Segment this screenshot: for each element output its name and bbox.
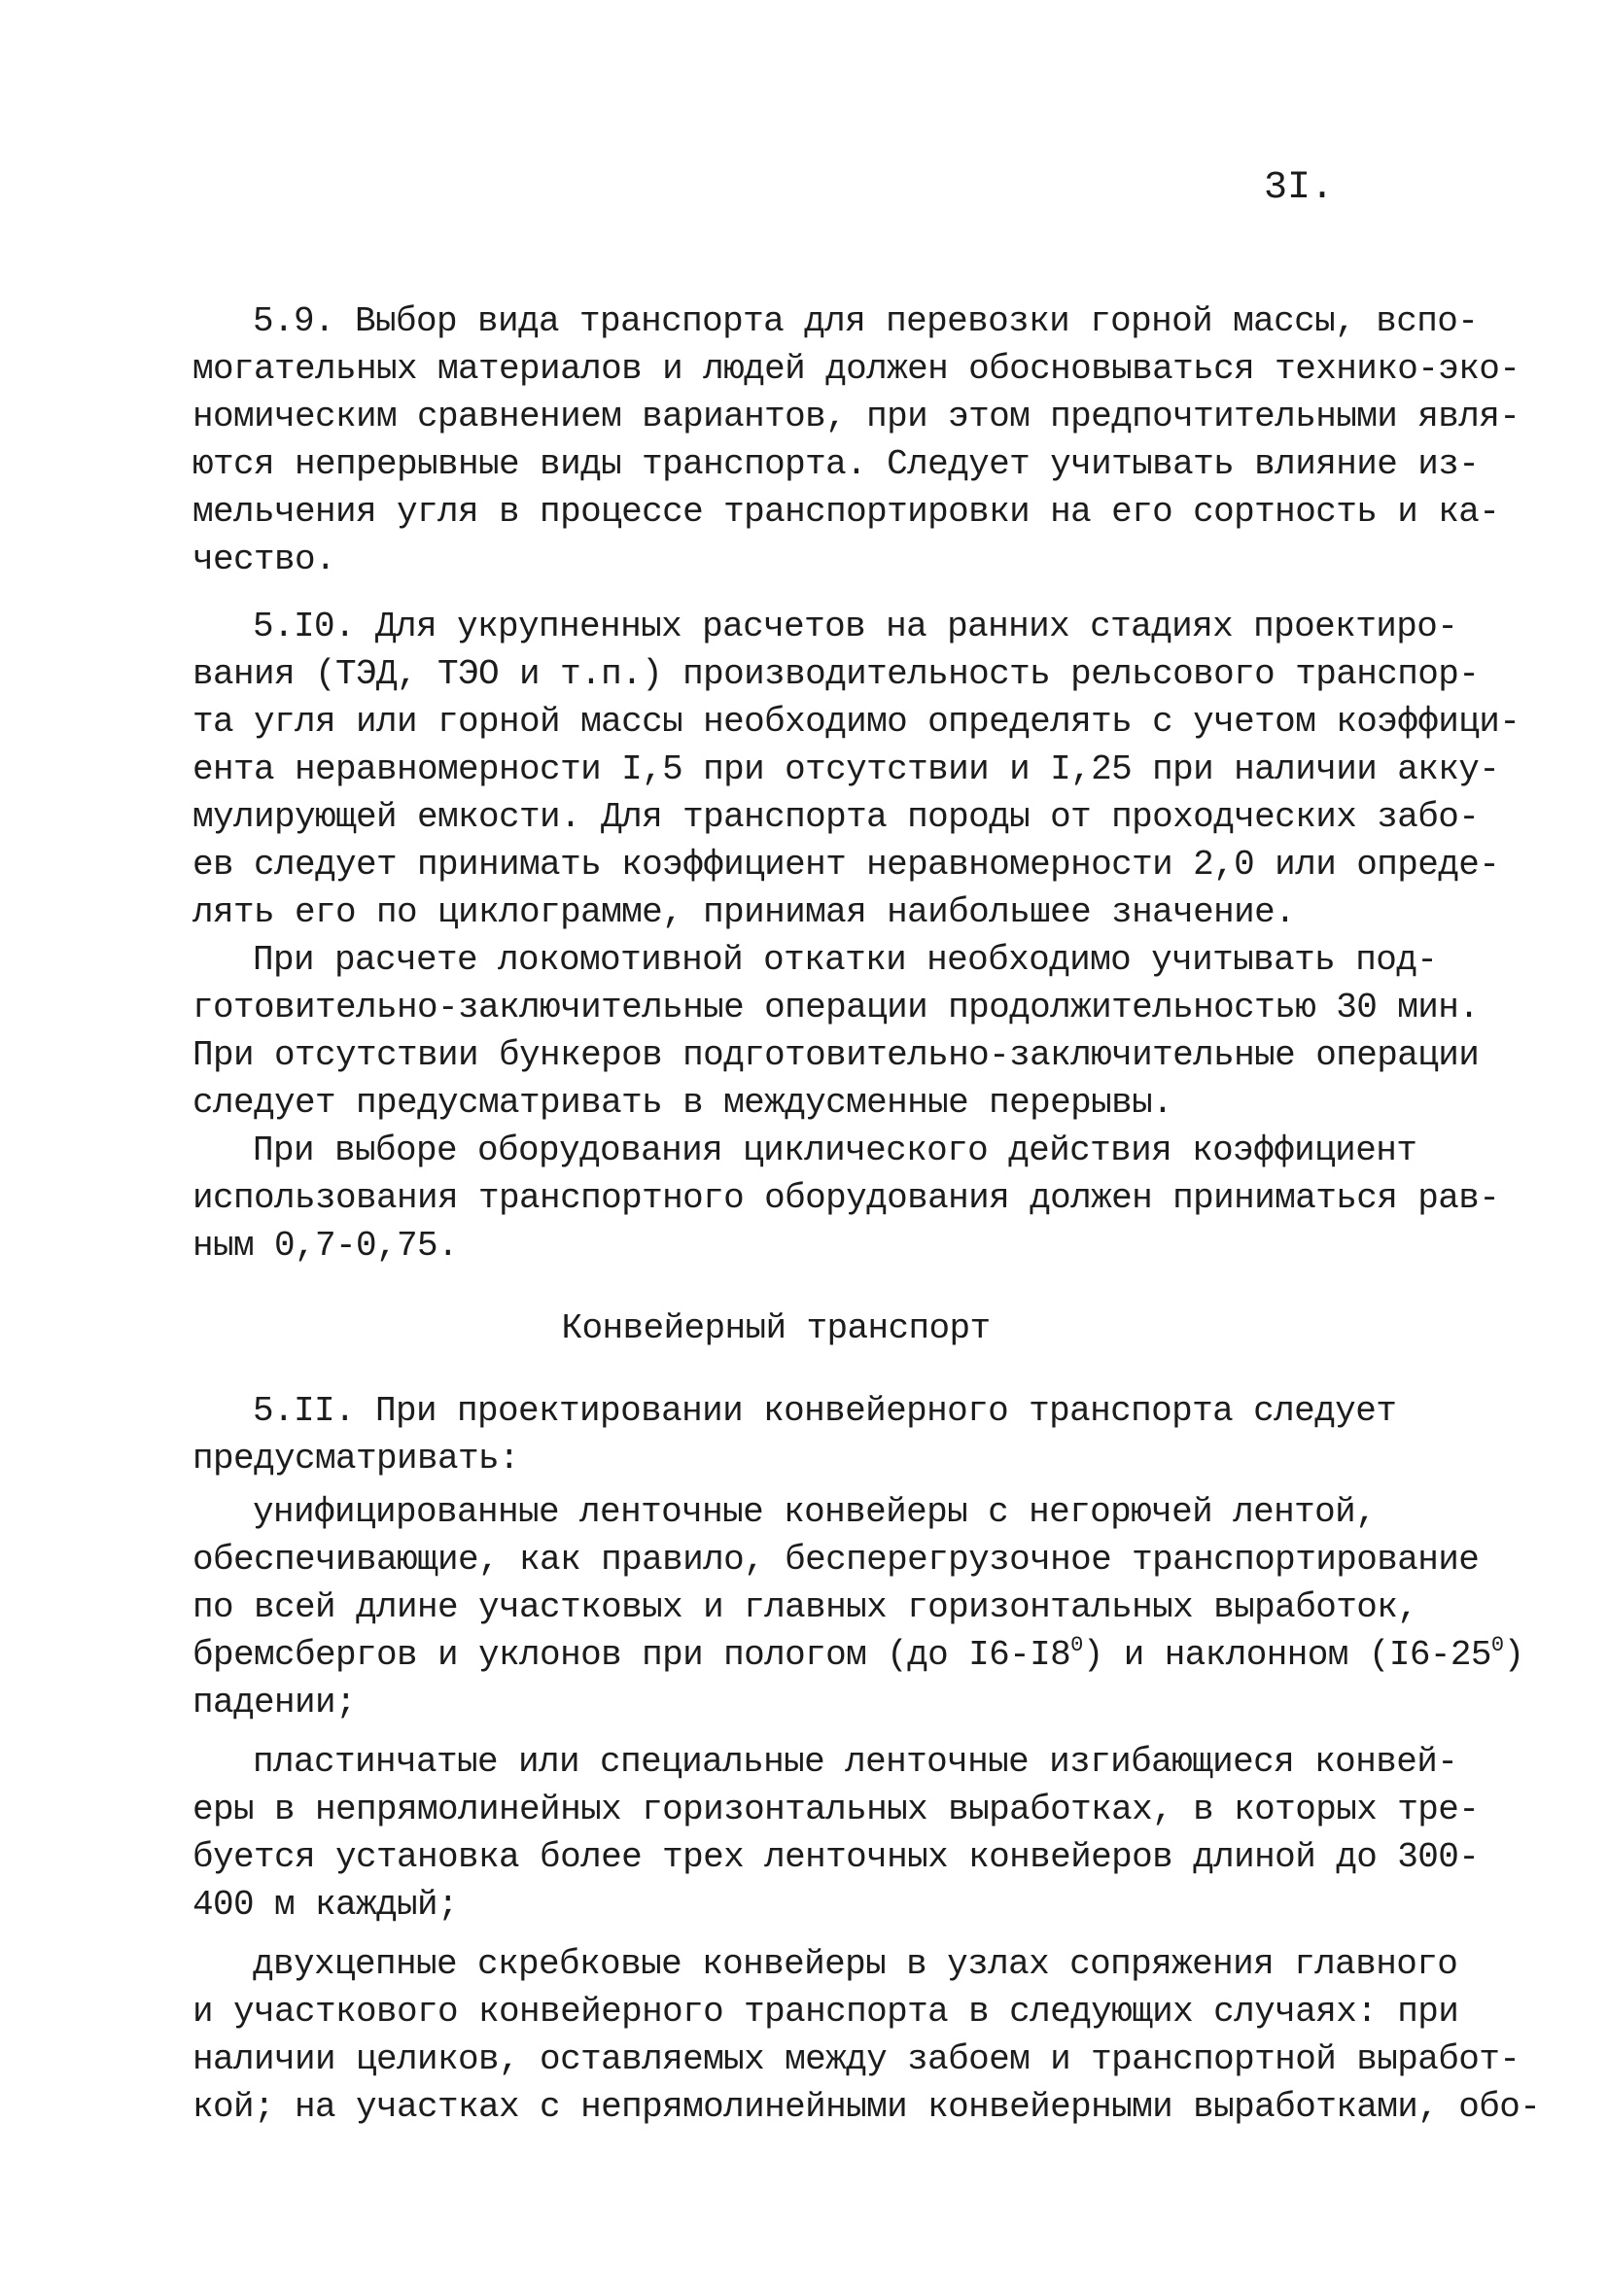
text-line: та угля или горной массы необходимо определять с учетом коэффици- <box>192 702 1521 742</box>
text-line: еры в непрямолинейных горизонтальных выработках, в которых тре- <box>192 1790 1480 1829</box>
text-line: ным 0,7-0,75. <box>192 1226 459 1266</box>
text-line: При выборе оборудования циклического действия коэффициент <box>253 1131 1417 1170</box>
text-line: мулирующей емкости. Для транспорта породы от проходческих забо- <box>192 797 1480 837</box>
text-line: использования транспортного оборудования должен приниматься рав- <box>192 1178 1500 1218</box>
text-line: При расчете локомотивной откатки необходимо учитывать под- <box>253 940 1438 980</box>
text-line: вания (ТЭД, ТЭО и т.п.) производительность рельсового транспор- <box>192 654 1480 694</box>
text-line: следует предусматривать в междусменные перерывы. <box>192 1083 1173 1123</box>
list-item-belt-conveyors <box>192 1488 1524 1726</box>
section-heading: Конвейерный транспорт <box>561 1308 991 1348</box>
text-line: падении; <box>192 1683 357 1722</box>
text-line: предусматривать: <box>192 1439 520 1478</box>
text-line: могательных материалов и людей должен обосновываться технико-эко- <box>192 349 1521 389</box>
text-line: наличии целиков, оставляемых между забоем и транспортной выработ- <box>192 2039 1521 2079</box>
degree-superscript: 0 <box>1070 1633 1083 1657</box>
text-line: 5.I0. Для укрупненных расчетов на ранних стадиях проектиро- <box>253 607 1458 646</box>
text-line: ента неравномерности I,5 при отсутствии и I,25 при наличии акку- <box>192 749 1500 789</box>
text-fragment: ) и наклонном (I6-25 <box>1082 1635 1491 1675</box>
paragraph-5-11 <box>192 1387 1476 1482</box>
list-item-scraper-conveyors <box>192 1940 1541 2131</box>
text-line: и участкового конвейерного транспорта в следующих случаях: при <box>192 1992 1459 2032</box>
text-line: номическим сравнением вариантов, при этом предпочтительными явля- <box>192 397 1521 436</box>
text-line: готовительно-заключительные операции продолжительностью 30 мин. <box>192 988 1480 1027</box>
text-line: обеспечивающие, как правило, бесперегрузочное транспортирование <box>192 1540 1480 1580</box>
body-text <box>192 297 1541 2131</box>
paragraph-cyclic-equipment <box>192 1127 1500 1270</box>
text-line: лять его по циклограмме, принимая наибольшее значение. <box>192 892 1296 932</box>
text-line: 5.II. При проектировании конвейерного транспорта следует <box>253 1391 1397 1431</box>
text-line: по всей длине участковых и главных горизонтальных выработок, <box>192 1587 1418 1627</box>
paragraph-5-10 <box>192 603 1521 936</box>
paragraph-locomotive-haulage <box>192 936 1480 1127</box>
list-item-plate-conveyors <box>192 1738 1480 1929</box>
text-fragment: бремсбергов и уклонов при пологом (до I6-I8 <box>192 1635 1071 1675</box>
text-line: ев следует принимать коэффициент неравномерности 2,0 или опреде- <box>192 845 1500 885</box>
degree-superscript: 0 <box>1490 1633 1504 1657</box>
text-line: При отсутствии бункеров подготовительно-заключительные операции <box>192 1035 1480 1075</box>
text-line: унифицированные ленточные конвейеры с негорючей лентой, <box>253 1492 1377 1532</box>
paragraph-5-9 <box>192 297 1521 583</box>
text-line-with-degrees <box>192 1631 1524 1679</box>
text-line: ются непрерывные виды транспорта. Следует учитывать влияние из- <box>192 444 1480 484</box>
text-fragment: ) <box>1503 1635 1524 1675</box>
text-line: пластинчатые или специальные ленточные изгибающиеся конвей- <box>253 1742 1458 1782</box>
text-line: буется установка более трех ленточных конвейеров длиной до 300- <box>192 1837 1480 1877</box>
text-line: 5.9. Выбор вида транспорта для перевозки горной массы, вспо- <box>253 301 1479 341</box>
page-number: 3I. <box>1264 166 1335 210</box>
text-line: мельчения угля в процессе транспортировки на его сортность и ка- <box>192 492 1500 532</box>
text-line: 400 м каждый; <box>192 1885 459 1925</box>
text-line: чество. <box>192 539 336 579</box>
text-line: кой; на участках с непрямолинейными конвейерными выработками, обо- <box>192 2087 1541 2127</box>
text-line: двухцепные скребковые конвейеры в узлах сопряжения главного <box>253 1944 1458 1984</box>
